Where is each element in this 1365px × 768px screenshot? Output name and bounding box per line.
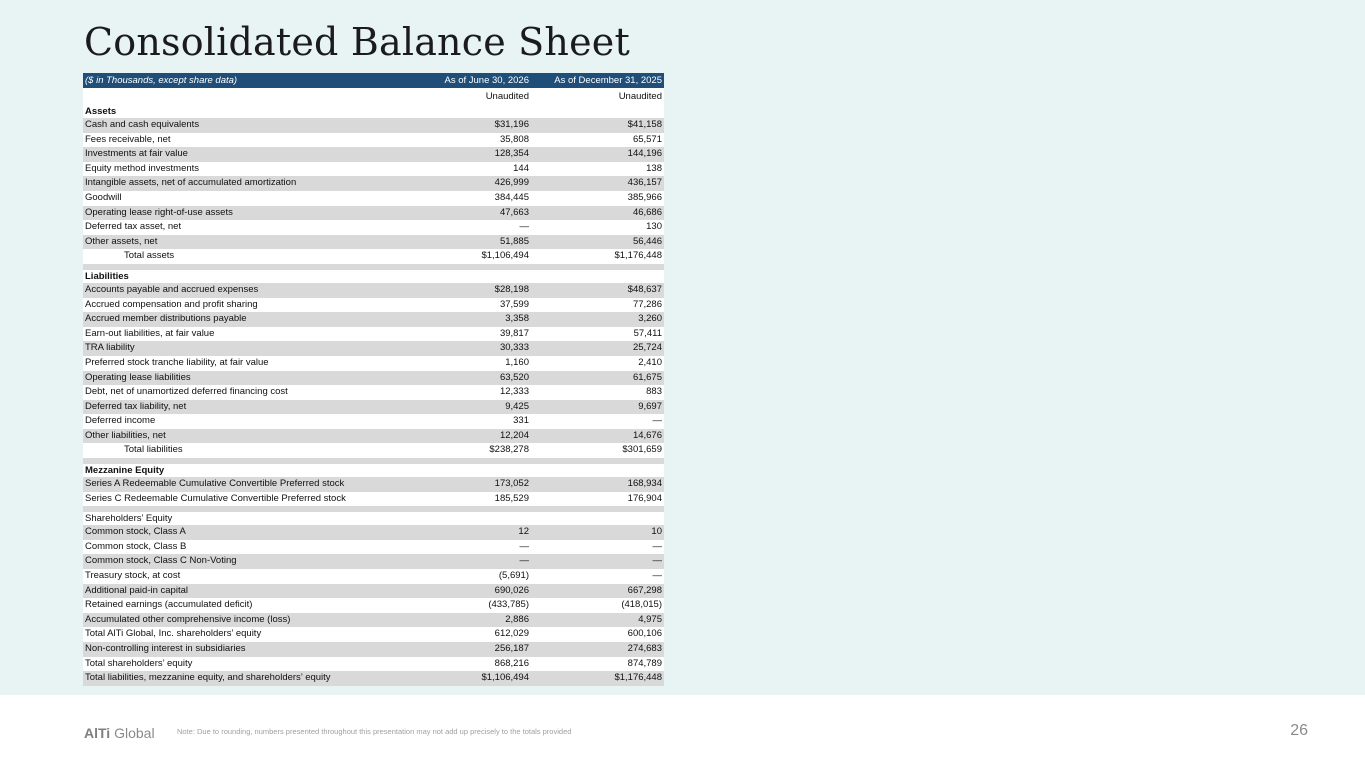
row-label: Retained earnings (accumulated deficit) — [83, 598, 403, 613]
row-label: Operating lease liabilities — [83, 371, 403, 386]
row-label: Intangible assets, net of accumulated amortization — [83, 176, 403, 191]
header-col-june-2026: As of June 30, 2026 — [403, 73, 531, 88]
row-value-june-2026: 2,886 — [403, 613, 531, 628]
table-row — [83, 341, 664, 356]
table-row — [83, 627, 664, 642]
row-value-june-2026: 39,817 — [403, 327, 531, 342]
row-label: Preferred stock tranche liability, at fair value — [83, 356, 403, 371]
table-row — [83, 671, 664, 686]
row-value-dec-2025: $1,176,448 — [531, 671, 664, 686]
table-row — [83, 443, 664, 458]
row-value-dec-2025: $1,176,448 — [531, 249, 664, 264]
table-row — [83, 206, 664, 221]
table-row — [83, 312, 664, 327]
row-value-dec-2025: 10 — [531, 525, 664, 540]
row-label: Other assets, net — [83, 235, 403, 250]
row-value-dec-2025: — — [531, 569, 664, 584]
row-value-june-2026: $1,106,494 — [403, 249, 531, 264]
row-value-dec-2025: 168,934 — [531, 477, 664, 492]
logo-bold: AlTi — [84, 725, 111, 741]
row-value-dec-2025: — — [531, 540, 664, 555]
row-label: Common stock, Class B — [83, 540, 403, 555]
logo-rest: Global — [110, 725, 155, 741]
row-value-dec-2025: 77,286 — [531, 298, 664, 313]
row-label: Investments at fair value — [83, 147, 403, 162]
row-label: Series C Redeemable Cumulative Convertible Preferred stock — [83, 492, 403, 507]
row-value-june-2026: 256,187 — [403, 642, 531, 657]
table-row — [83, 283, 664, 298]
row-value-dec-2025: 883 — [531, 385, 664, 400]
row-value-june-2026: 63,520 — [403, 371, 531, 386]
row-value-june-2026: $238,278 — [403, 443, 531, 458]
header-col-dec-2025: As of December 31, 2025 — [531, 73, 664, 88]
page-number: 26 — [1290, 722, 1308, 739]
row-value-dec-2025: 61,675 — [531, 371, 664, 386]
row-value-june-2026: 144 — [403, 162, 531, 177]
row-label: Accounts payable and accrued expenses — [83, 283, 403, 298]
row-label: Goodwill — [83, 191, 403, 206]
table-row — [83, 385, 664, 400]
table-row — [83, 657, 664, 672]
row-label: Additional paid-in capital — [83, 584, 403, 599]
row-value-june-2026: 690,026 — [403, 584, 531, 599]
row-label: Accrued compensation and profit sharing — [83, 298, 403, 313]
table-row — [83, 133, 664, 148]
section-label: Shareholders’ Equity — [83, 512, 664, 525]
row-value-june-2026: 37,599 — [403, 298, 531, 313]
table-row — [83, 356, 664, 371]
table-row — [83, 429, 664, 444]
row-value-june-2026: 12 — [403, 525, 531, 540]
row-label: Total assets — [83, 249, 403, 264]
row-value-dec-2025: 385,966 — [531, 191, 664, 206]
row-label: Deferred income — [83, 414, 403, 429]
table-row — [83, 191, 664, 206]
row-value-june-2026: 612,029 — [403, 627, 531, 642]
row-value-june-2026: $31,196 — [403, 118, 531, 133]
table-row — [83, 554, 664, 569]
row-value-june-2026: — — [403, 554, 531, 569]
row-value-dec-2025: 130 — [531, 220, 664, 235]
table-row — [83, 642, 664, 657]
row-value-dec-2025: 25,724 — [531, 341, 664, 356]
row-label: Cash and cash equivalents — [83, 118, 403, 133]
footnote: Note: Due to rounding, numbers presented throughout this presentation may not add up precisely to the totals provided — [177, 727, 572, 736]
header-label: ($ in Thousands, except share data) — [83, 73, 403, 88]
balance-sheet-table — [83, 73, 664, 686]
row-value-dec-2025: 56,446 — [531, 235, 664, 250]
table-row — [83, 400, 664, 415]
row-label: Other liabilities, net — [83, 429, 403, 444]
table-row — [83, 118, 664, 133]
row-value-dec-2025: 4,975 — [531, 613, 664, 628]
row-value-dec-2025: 176,904 — [531, 492, 664, 507]
section-label: Assets — [83, 105, 664, 118]
table-row — [83, 492, 664, 507]
row-value-june-2026: — — [403, 540, 531, 555]
row-label: Earn-out liabilities, at fair value — [83, 327, 403, 342]
table-row — [83, 414, 664, 429]
row-value-june-2026: 12,333 — [403, 385, 531, 400]
section-heading-shareholders — [83, 512, 664, 525]
row-value-june-2026: 1,160 — [403, 356, 531, 371]
row-value-dec-2025: 667,298 — [531, 584, 664, 599]
row-value-june-2026: 384,445 — [403, 191, 531, 206]
table-row — [83, 598, 664, 613]
row-value-june-2026: — — [403, 220, 531, 235]
row-label: Total shareholders’ equity — [83, 657, 403, 672]
table-subheader-row — [83, 88, 664, 105]
row-value-dec-2025: — — [531, 554, 664, 569]
row-value-dec-2025: 65,571 — [531, 133, 664, 148]
section-heading-mezzanine — [83, 464, 664, 477]
row-value-dec-2025: $41,158 — [531, 118, 664, 133]
row-label: Total liabilities — [83, 443, 403, 458]
subheader-col2: Unaudited — [531, 88, 664, 105]
table-row — [83, 220, 664, 235]
subheader-col1: Unaudited — [403, 88, 531, 105]
row-label: TRA liability — [83, 341, 403, 356]
row-label: Non-controlling interest in subsidiaries — [83, 642, 403, 657]
row-value-june-2026: 51,885 — [403, 235, 531, 250]
row-label: Operating lease right-of-use assets — [83, 206, 403, 221]
table-row — [83, 176, 664, 191]
row-label: Accumulated other comprehensive income (loss) — [83, 613, 403, 628]
table-row — [83, 147, 664, 162]
row-value-dec-2025: 436,157 — [531, 176, 664, 191]
row-value-dec-2025: 57,411 — [531, 327, 664, 342]
row-label: Deferred tax liability, net — [83, 400, 403, 415]
row-label: Treasury stock, at cost — [83, 569, 403, 584]
row-value-june-2026: $28,198 — [403, 283, 531, 298]
row-value-june-2026: 30,333 — [403, 341, 531, 356]
row-value-june-2026: 12,204 — [403, 429, 531, 444]
row-value-june-2026: 173,052 — [403, 477, 531, 492]
row-value-june-2026: 35,808 — [403, 133, 531, 148]
table-row — [83, 613, 664, 628]
row-value-june-2026: 128,354 — [403, 147, 531, 162]
table-row — [83, 569, 664, 584]
row-value-june-2026: 47,663 — [403, 206, 531, 221]
row-value-dec-2025: 2,410 — [531, 356, 664, 371]
row-value-dec-2025: 274,683 — [531, 642, 664, 657]
row-value-june-2026: 3,358 — [403, 312, 531, 327]
row-value-dec-2025: 874,789 — [531, 657, 664, 672]
table-row — [83, 235, 664, 250]
table-header-row — [83, 73, 664, 88]
row-value-june-2026: 426,999 — [403, 176, 531, 191]
row-value-dec-2025: 3,260 — [531, 312, 664, 327]
row-value-dec-2025: 9,697 — [531, 400, 664, 415]
section-heading-assets — [83, 105, 664, 118]
section-heading-liabilities — [83, 270, 664, 283]
page-title: Consolidated Balance Sheet — [84, 20, 630, 64]
table-row — [83, 584, 664, 599]
row-label: Debt, net of unamortized deferred financing cost — [83, 385, 403, 400]
row-value-dec-2025: 14,676 — [531, 429, 664, 444]
row-value-june-2026: 331 — [403, 414, 531, 429]
row-label: Common stock, Class A — [83, 525, 403, 540]
row-label: Total AlTi Global, Inc. shareholders’ equity — [83, 627, 403, 642]
row-value-june-2026: (5,691) — [403, 569, 531, 584]
row-value-dec-2025: $301,659 — [531, 443, 664, 458]
section-label: Liabilities — [83, 270, 664, 283]
section-label: Mezzanine Equity — [83, 464, 664, 477]
row-value-june-2026: $1,106,494 — [403, 671, 531, 686]
row-value-dec-2025: (418,015) — [531, 598, 664, 613]
table-row — [83, 371, 664, 386]
table-row — [83, 249, 664, 264]
row-value-june-2026: 9,425 — [403, 400, 531, 415]
row-value-dec-2025: 144,196 — [531, 147, 664, 162]
table-row — [83, 525, 664, 540]
row-label: Accrued member distributions payable — [83, 312, 403, 327]
row-label: Deferred tax asset, net — [83, 220, 403, 235]
row-value-june-2026: 868,216 — [403, 657, 531, 672]
row-value-dec-2025: $48,637 — [531, 283, 664, 298]
row-label: Equity method investments — [83, 162, 403, 177]
table-row — [83, 477, 664, 492]
row-value-june-2026: (433,785) — [403, 598, 531, 613]
row-value-june-2026: 185,529 — [403, 492, 531, 507]
row-value-dec-2025: — — [531, 414, 664, 429]
row-value-dec-2025: 46,686 — [531, 206, 664, 221]
table-row — [83, 327, 664, 342]
row-value-dec-2025: 138 — [531, 162, 664, 177]
table-row — [83, 540, 664, 555]
row-value-dec-2025: 600,106 — [531, 627, 664, 642]
row-label: Total liabilities, mezzanine equity, and shareholders’ equity — [83, 671, 403, 686]
row-label: Series A Redeemable Cumulative Convertible Preferred stock — [83, 477, 403, 492]
row-label: Common stock, Class C Non-Voting — [83, 554, 403, 569]
row-label: Fees receivable, net — [83, 133, 403, 148]
table-row — [83, 298, 664, 313]
company-logo — [84, 725, 155, 741]
table-row — [83, 162, 664, 177]
